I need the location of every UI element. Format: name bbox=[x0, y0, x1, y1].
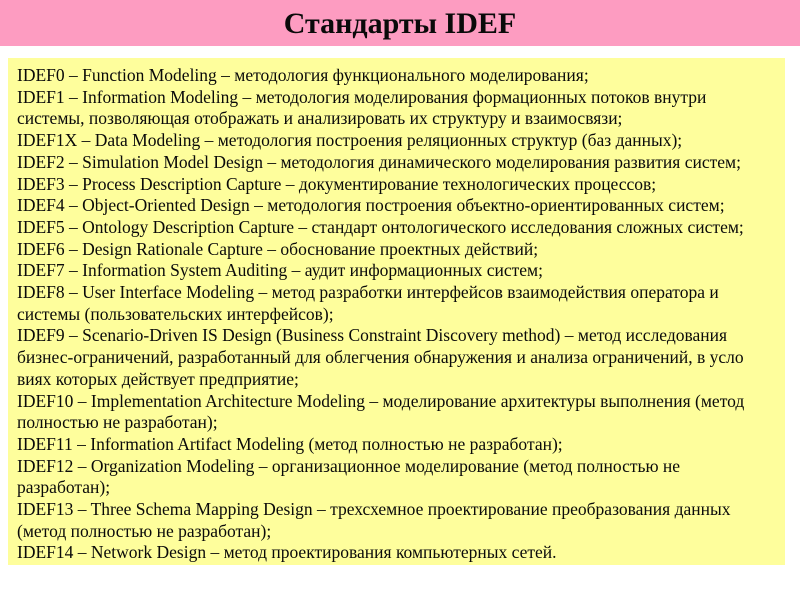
content-line: IDEF6 – Design Rationale Capture – обоснование проектных действий; bbox=[17, 238, 539, 259]
content-line: IDEF1X – Data Modeling – методология построения реляционных структур (баз данных); bbox=[17, 130, 683, 151]
content-line: IDEF8 – User Interface Modeling – метод разработки интерфейсов взаимодействия оператора и bbox=[17, 282, 719, 303]
content-line: IDEF9 – Scenario-Driven IS Design (Business Constraint Discovery method) – метод исследования bbox=[17, 325, 728, 346]
content-line: IDEF3 – Process Description Capture – документирование технологических процессов; bbox=[17, 173, 657, 194]
content-line: IDEF1 – Information Modeling – методология моделирования формационных потоков внутри bbox=[17, 86, 707, 107]
content-line: IDEF0 – Function Modeling – методология функционального моделирования; bbox=[17, 65, 589, 85]
slide-title: Стандарты IDEF bbox=[283, 7, 517, 40]
content-line: IDEF5 – Ontology Description Capture – стандарт онтологического исследования сложных систем; bbox=[17, 216, 744, 237]
title-bar bbox=[0, 0, 800, 46]
content-line: виях которых действует предприятие; bbox=[17, 368, 299, 389]
content-line: IDEF14 – Network Design – метод проектирования компьютерных сетей. bbox=[17, 542, 557, 563]
content-line: полностью не разработан); bbox=[17, 412, 218, 433]
content-line: IDEF2 – Simulation Model Design – методология динамического моделирования развития систем; bbox=[17, 151, 741, 172]
content-line: (метод полностью не разработан); bbox=[17, 520, 272, 541]
content-box bbox=[8, 58, 785, 565]
content-line: IDEF11 – Information Artifact Modeling (метод полностью не разработан); bbox=[17, 433, 563, 454]
content-line: IDEF4 – Object-Oriented Design – методология построения объектно-ориентированных систем; bbox=[17, 195, 725, 216]
content-line: IDEF13 – Three Schema Mapping Design – трехсхемное проектирование преобразования данных bbox=[17, 499, 731, 520]
content-line: бизнес-ограничений, разработанный для облегчения обнаружения и анализа ограничений, в усло bbox=[17, 347, 744, 368]
content-line: IDEF10 – Implementation Architecture Modeling – моделирование архитектуры выполнения (метод bbox=[17, 390, 745, 411]
content-line: системы (пользовательских интерфейсов); bbox=[17, 303, 334, 324]
content-line: разработан); bbox=[17, 477, 111, 498]
content-line: IDEF12 – Organization Modeling – организационное моделирование (метод полностью не bbox=[17, 455, 681, 476]
content-line: IDEF7 – Information System Auditing – аудит информационных систем; bbox=[17, 260, 543, 281]
content-line: системы, позволяющая отображать и анализировать их структуру и взаимосвязи; bbox=[17, 108, 623, 129]
